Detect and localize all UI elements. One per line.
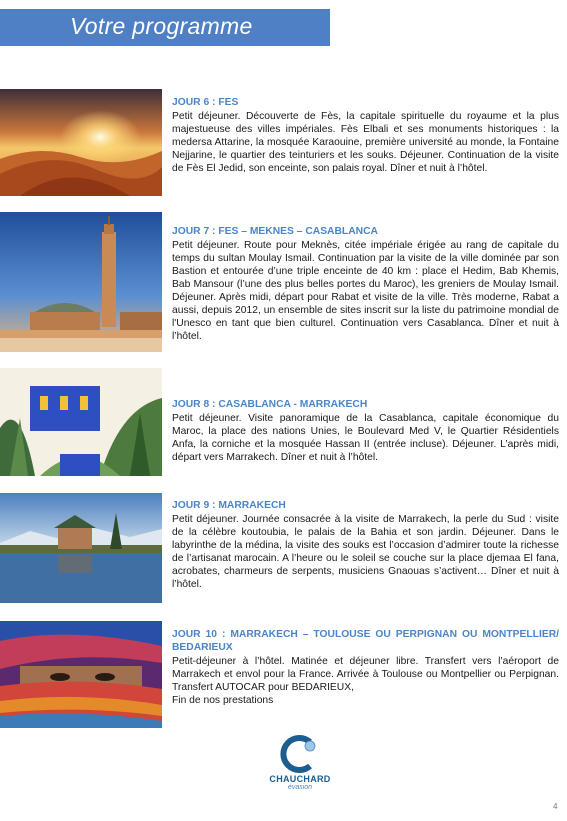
day-9-heading: JOUR 9 : MARRAKECH [172,500,286,511]
menara-pavilion-photo [0,493,162,603]
chauchard-logo-icon [280,734,320,774]
chauchard-logo [264,734,336,798]
title-banner [0,9,330,46]
veiled-woman-photo [0,621,162,728]
page-number: 4 [553,802,558,811]
day-6-text: Petit déjeuner. Découverte de Fès, la capitale spirituelle du royaume et la plus majestueuse des villes impériales. Fès Elbali et ses monuments historiques : la medersa Attarine, la mosquée Karaouine, première université au monde, la Fontaine Nejjarine, le quartier des teinturiers et les souks. Déjeuner. Continuation de la visite de Fès El Jedid, son enceinte, son palais royal. Dîner et nuit à l’hôtel. [172,111,559,174]
majorelle-garden-photo [0,368,162,476]
day-10-text: Petit-déjeuner à l’hôtel. Matinée et déjeuner libre. Transfert vers l’aéroport de Marrakech et envol pour la France. Arrivée à Toulouse ou Montpellier ou Perpignan. Transfert AUTOCAR pour BEDARIEUX, Fin de nos prestations [172,656,559,706]
day-6-heading: JOUR 6 : FES [172,97,239,108]
day-7-section [172,225,559,343]
day-8-heading: JOUR 8 : CASABLANCA - MARRAKECH [172,399,368,410]
day-8-text: Petit déjeuner. Visite panoramique de la Casablanca, capitale économique du Maroc, la place des nations Unies, le Boulevard Med V, le Quartier Résidentiels Anfa, la corniche et la mosquée Hassan II (entrée incluse). Déjeuner. L’après midi, départ vers Marrakech. Dîner et nuit à l’hôtel. [172,413,559,463]
page-title: Votre programme [70,13,253,39]
day-9-text: Petit déjeuner. Journée consacrée à la visite de Marrakech, la perle du Sud : visite de la célèbre koutoubia, le palais de la Bahia et son jardin. Déjeuner. Dans le labyrinthe de la médina, la visite des souks est l’occasion d’admirer toute la richesse de l’artisanat marocain. A l’heure ou le soleil se couche sur la place djemaa El fana, acrobates, charmeurs de serpents, musiciens Gnaouas s’activent… Dîner et nuit à l’hôtel. [172,514,559,590]
day-9-section [172,499,559,591]
day-6-section [172,96,559,175]
mosque-hassan-ii-photo [0,212,162,352]
logo-subtitle: évasion [287,784,313,791]
logo-name: CHAUCHARD [269,774,331,784]
day-7-text: Petit déjeuner. Route pour Meknès, citée impériale érigée au rang de capitale du temps du sultan Moulay Ismail. Continuation par la visite de la ville dominée par son Bastion et entourée d’une triple enceinte de 40 km : place el Hedim, Bab Khemis, Bab Mansour (l’une des plus belles portes du Maroc), les greniers de Moulay Ismail. Déjeuner. Après midi, départ pour Rabat et visite de la ville. Très moderne, Rabat a aussi, depuis 2012, un ensemble de sites inscrit sur la liste du patrimoine mondial de l'Unesco en tant que bien culturel. Continuation vers Casablanca. Dîner et nuit à l’hôtel. [172,240,559,342]
day-10-section [172,628,559,707]
day-7-heading: JOUR 7 : FES – MEKNES – CASABLANCA [172,226,378,237]
desert-dunes-sunset-photo [0,89,162,196]
day-8-section [172,398,559,464]
day-10-heading: JOUR 10 : MARRAKECH – TOULOUSE OU PERPIGNAN OU MONTPELLIER/ BEDARIEUX [172,629,559,653]
